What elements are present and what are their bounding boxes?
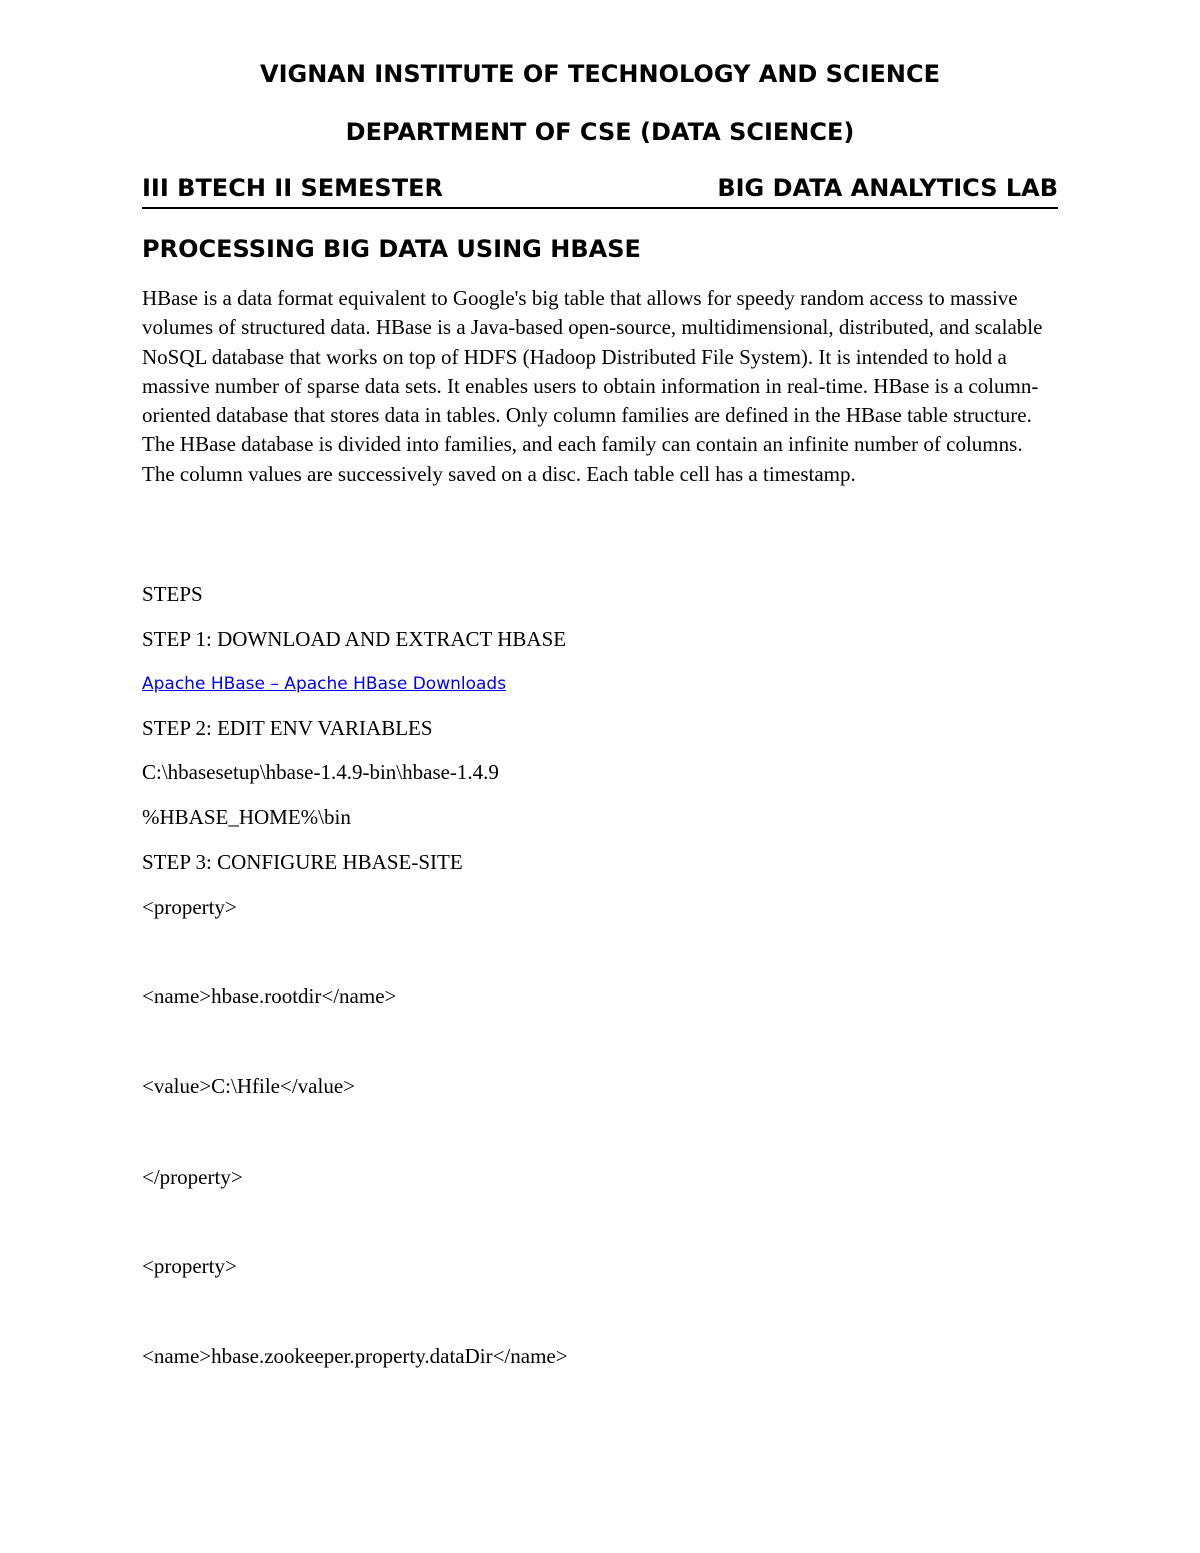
- semester-label: III BTECH II SEMESTER: [142, 174, 443, 202]
- department-title: DEPARTMENT OF CSE (DATA SCIENCE): [345, 118, 855, 146]
- steps-heading: STEPS: [142, 582, 203, 606]
- env-bin-value: %HBASE_HOME%\bin: [142, 805, 351, 829]
- step-3-heading: STEP 3: CONFIGURE HBASE-SITE: [142, 850, 463, 874]
- step-1-heading: STEP 1: DOWNLOAD AND EXTRACT HBASE: [142, 627, 567, 651]
- env-path-value: C:\hbasesetup\hbase-1.4.9-bin\hbase-1.4.9: [142, 760, 499, 784]
- config-line: <name>hbase.zookeeper.property.dataDir</name>: [142, 1344, 568, 1368]
- config-line: <value>C:\Hfile</value>: [142, 1074, 355, 1098]
- step-2-heading: STEP 2: EDIT ENV VARIABLES: [142, 716, 433, 740]
- course-header-row: [142, 173, 1058, 209]
- institution-title: VIGNAN INSTITUTE OF TECHNOLOGY AND SCIENCE: [260, 60, 940, 88]
- section-heading: PROCESSING BIG DATA USING HBASE: [142, 235, 641, 263]
- config-line: </property>: [142, 1165, 243, 1189]
- intro-paragraph: HBase is a data format equivalent to Google's big table that allows for speedy random access to massive volumes of structured data. HBase is a Java-based open-source, multidimensional, distributed, and scalable NoSQL database that works on top of HDFS (Hadoop Distributed File System). It is intended to hold a massive number of sparse data sets. It enables users to obtain information in real-time. HBase is a column-oriented database that stores data in tables. Only column families are defined in the HBase table structure. The HBase database is divided into families, and each family can contain an infinite number of columns. The column values are successively saved on a disc. Each table cell has a timestamp.: [142, 286, 1043, 486]
- lab-label: BIG DATA ANALYTICS LAB: [717, 174, 1058, 202]
- config-line: <property>: [142, 1254, 237, 1278]
- hbase-downloads-link[interactable]: Apache HBase – Apache HBase Downloads: [142, 674, 507, 694]
- config-line: <name>hbase.rootdir</name>: [142, 984, 397, 1008]
- config-line: <property>: [142, 895, 237, 919]
